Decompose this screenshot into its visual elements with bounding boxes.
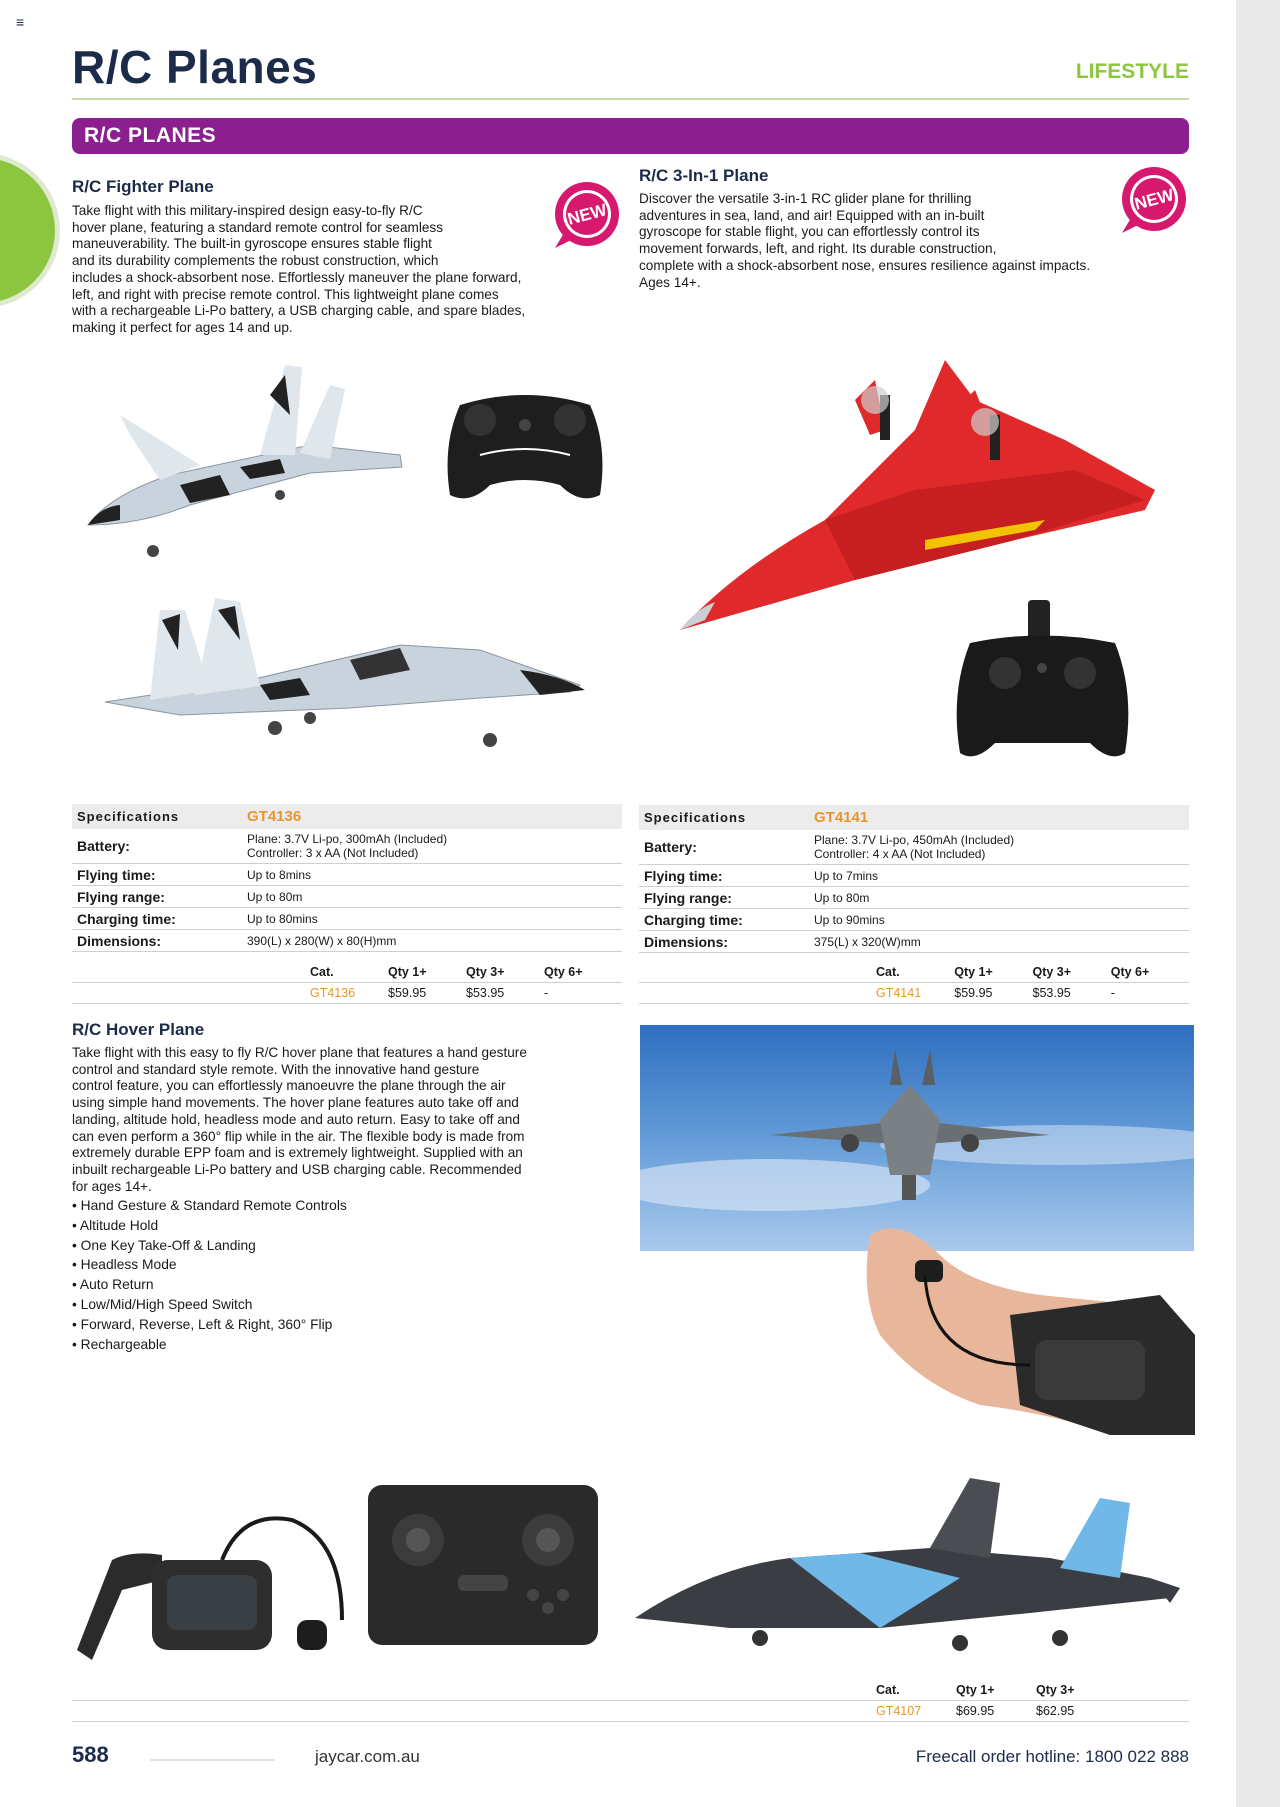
- price-row: GT4107 $69.95 $62.95: [72, 1701, 1189, 1722]
- spec-row: Battery: Plane: 3.7V Li-po, 450mAh (Included) Controller: 4 x AA (Not Included): [639, 830, 1189, 865]
- list-item: • Low/Mid/High Speed Switch: [72, 1295, 612, 1315]
- spec-header: [639, 805, 1189, 830]
- hover-plane-image: [630, 1478, 1185, 1658]
- hover-remote-image: [363, 1480, 603, 1650]
- spec-row: Flying time: Up to 8mins: [72, 864, 622, 886]
- list-item: • Forward, Reverse, Left & Right, 360° Flip: [72, 1315, 612, 1335]
- list-item: • Hand Gesture & Standard Remote Controls: [72, 1196, 612, 1216]
- section-banner: [72, 118, 1189, 154]
- fighter-spec-table: [72, 804, 622, 952]
- threeinone-description: Discover the versatile 3-in-1 RC glider plane for thrilling adventures in sea, land, and air! Equipped with an in-built gyroscope for stable flight, you can effortlessly control its movement forwards, left, and right. Its durable construction, complete with a shock-absorbent nose, ensures resilience against impacts. Ages 14+.: [639, 191, 1091, 290]
- spec-code: GT4141: [814, 809, 869, 826]
- spec-row: Flying range: Up to 80m: [72, 886, 622, 908]
- price-row: GT4136 $59.95 $53.95 -: [72, 983, 622, 1004]
- footer-divider: [150, 1759, 275, 1761]
- wrist-controller-image: [72, 1510, 352, 1660]
- fighter-remote-image: [440, 385, 610, 505]
- footer-website[interactable]: jaycar.com.au: [315, 1747, 420, 1766]
- fighter-plane-image-top: [80, 355, 410, 565]
- spec-code: GT4136: [247, 808, 302, 825]
- list-item: • Rechargeable: [72, 1335, 612, 1355]
- price-header-row: Cat. Qty 1+ Qty 3+: [72, 1680, 1189, 1701]
- page-title: R/C Planes: [72, 41, 318, 93]
- banner-label: R/C PLANES: [84, 124, 217, 147]
- fighter-title: R/C Fighter Plane: [72, 177, 214, 196]
- new-badge-icon: [545, 180, 621, 256]
- spec-row: Charging time: Up to 90mins: [639, 909, 1189, 931]
- spec-row: Dimensions: 390(L) x 280(W) x 80(H)mm: [72, 930, 622, 952]
- hover-description: Take flight with this easy to fly R/C hover plane that features a hand gesture control and standard style remote. With the innovative hand gesture control feature, you can effortlessly manoeuvre the plane through the air using simple hand movements. The hover plane features auto take off and landing, altitude hold, headless mode and auto return. Easy to take off and can even perform a 360° flip while in the air. The flexible body is made from extremely durable EPP foam and is extremely lightweight. Supplied with an inbuilt rechargeable Li-Po battery and USB charging cable. Recommended for ages 14+.: [72, 1045, 527, 1194]
- title-divider: [72, 98, 1189, 100]
- list-item: • Auto Return: [72, 1275, 612, 1295]
- fighter-description: Take flight with this military-inspired design easy-to-fly R/C hover plane, featuring a standard remote control for seamless maneuverability. The built-in gyroscope ensures stable flight and its durability complements the robust construction, which includes a shock-absorbent nose. Effortlessly maneuver the plane forward, left, and right with precise remote control. This lightweight plane comes with a rechargeable Li-Po battery, a USB charging cable, and spare blades, making it perfect for ages 14 and up.: [72, 203, 526, 335]
- svg-text:NEW: NEW: [1132, 185, 1176, 214]
- spec-row: Charging time: Up to 80mins: [72, 908, 622, 930]
- hover-feature-list: [72, 1196, 612, 1354]
- spec-row: Dimensions: 375(L) x 320(W)mm: [639, 931, 1189, 953]
- hover-price-table: [72, 1680, 1189, 1722]
- fighter-plane-image-side: [100, 590, 600, 760]
- spec-label: Specifications: [77, 809, 180, 824]
- hand-gesture-image: [860, 1215, 1195, 1435]
- price-header-row: Cat. Qty 1+ Qty 3+ Qty 6+: [639, 962, 1189, 983]
- list-item: • One Key Take-Off & Landing: [72, 1236, 612, 1256]
- new-badge-icon: [1112, 165, 1188, 241]
- spec-row: Battery: Plane: 3.7V Li-po, 300mAh (Included) Controller: 3 x AA (Not Included): [72, 829, 622, 864]
- fighter-price-table: [72, 962, 622, 1004]
- list-item: • Altitude Hold: [72, 1216, 612, 1236]
- spec-label: Specifications: [644, 810, 747, 825]
- menu-icon[interactable]: ≡: [16, 14, 25, 30]
- price-header-row: Cat. Qty 1+ Qty 3+ Qty 6+: [72, 962, 622, 983]
- threeinone-remote-image: [950, 598, 1135, 763]
- threeinone-plane-image: [675, 340, 1165, 640]
- spec-header: [72, 804, 622, 829]
- threeinone-price-table: [639, 962, 1189, 1004]
- hover-title: R/C Hover Plane: [72, 1020, 205, 1039]
- section-tab-marker: [0, 158, 55, 303]
- price-row: GT4141 $59.95 $53.95 -: [639, 983, 1189, 1004]
- page-number: 588: [72, 1742, 109, 1767]
- svg-text:NEW: NEW: [565, 200, 609, 229]
- spec-row: Flying time: Up to 7mins: [639, 865, 1189, 887]
- threeinone-title: R/C 3-In-1 Plane: [639, 166, 769, 185]
- footer-hotline: Freecall order hotline: 1800 022 888: [915, 1747, 1189, 1766]
- category-label: LIFESTYLE: [1075, 60, 1189, 83]
- list-item: • Headless Mode: [72, 1255, 612, 1275]
- threeinone-spec-table: [639, 805, 1189, 953]
- spec-row: Flying range: Up to 80m: [639, 887, 1189, 909]
